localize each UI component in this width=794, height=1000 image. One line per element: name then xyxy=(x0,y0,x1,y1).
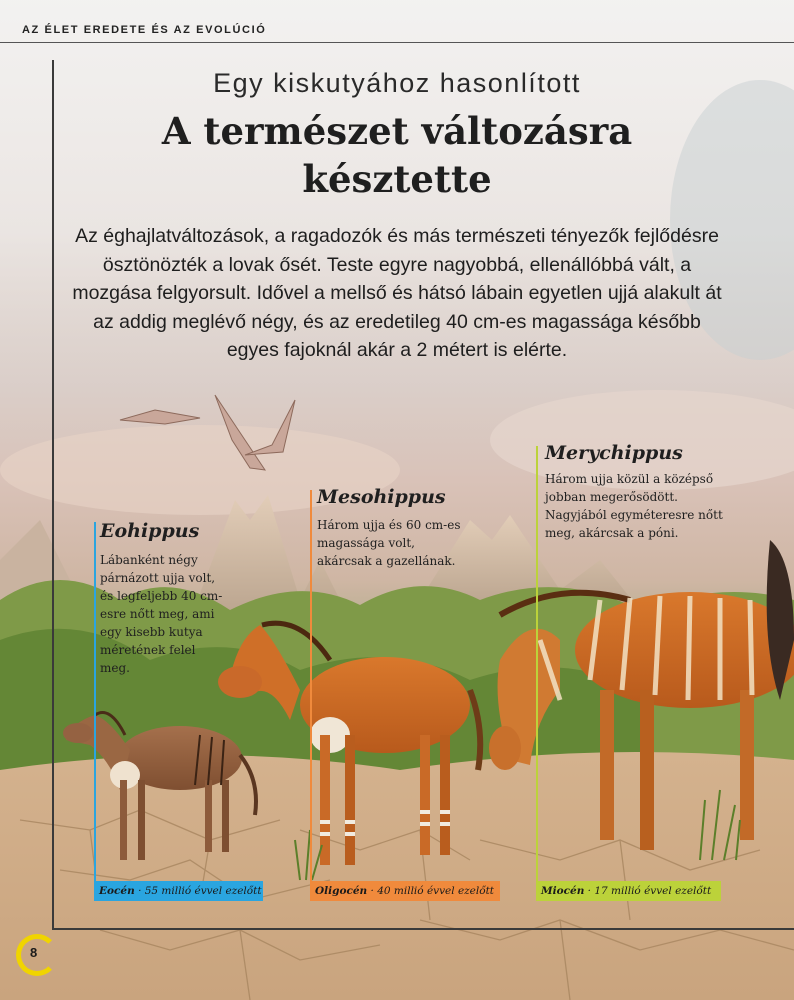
cracked-ground xyxy=(0,752,794,1000)
eohippus-name: Eohippus xyxy=(100,520,200,542)
merychippus-age: · 17 millió évvel ezelőtt xyxy=(587,885,712,897)
page-number: 8 xyxy=(30,945,38,960)
mesohippus-era: Oligocén xyxy=(315,885,368,897)
header-rule xyxy=(0,42,794,43)
eohippus-timeline-line xyxy=(94,522,96,900)
article-subtitle: Egy kiskutyához hasonlított xyxy=(213,68,581,98)
merychippus-timeline-line xyxy=(536,446,538,900)
eohippus-description: Lábanként négy párnázott ujja volt, és legfeljebb 40 cm-esre nőtt meg, ami egy kisebb kutya méretének felel meg. xyxy=(100,553,223,675)
frame-bottom-border xyxy=(52,928,794,930)
merychippus-name: Merychippus xyxy=(545,442,683,464)
merychippus-era: Miocén xyxy=(541,885,585,897)
section-kicker: AZ ÉLET EREDETE ÉS AZ EVOLÚCIÓ xyxy=(22,24,267,36)
merychippus-era-label xyxy=(536,881,721,901)
eohippus-era: Eocén xyxy=(99,885,135,897)
merychippus-description: Három ujja közül a középső jobban megerősödött. Nagyjából egyméteresre nőtt meg, akárcsak a póni. xyxy=(545,472,723,540)
mesohippus-age: · 40 millió évvel ezelőtt xyxy=(370,885,495,897)
mesohippus-description: Három ujja és 60 cm-es magassága volt, akárcsak a gazellának. xyxy=(317,518,461,568)
article-intro: Az éghajlatváltozások, a ragadozók és más természeti tényezők fejlődésre ösztönözték a lovak ősét. Teste egyre nagyobbá, ellenállóbbá vált, a mozgása felgyorsult. Idővel a mellső és hátsó lábain egyetlen ujjá alakult át az addig meglévő négy, és az eredetileg 40 cm-es magassága később egyes fajoknál akár a 2 métert is elérte. xyxy=(72,225,722,361)
eohippus-age: · 55 millió évvel ezelőtt xyxy=(138,885,262,897)
eohippus-era-label xyxy=(94,881,263,901)
article-title: A természet változásra késztette xyxy=(161,109,633,201)
mesohippus-era-label xyxy=(310,881,500,901)
frame-left-border xyxy=(52,60,54,930)
mesohippus-timeline-line xyxy=(310,490,312,900)
mesohippus-name: Mesohippus xyxy=(317,486,446,508)
